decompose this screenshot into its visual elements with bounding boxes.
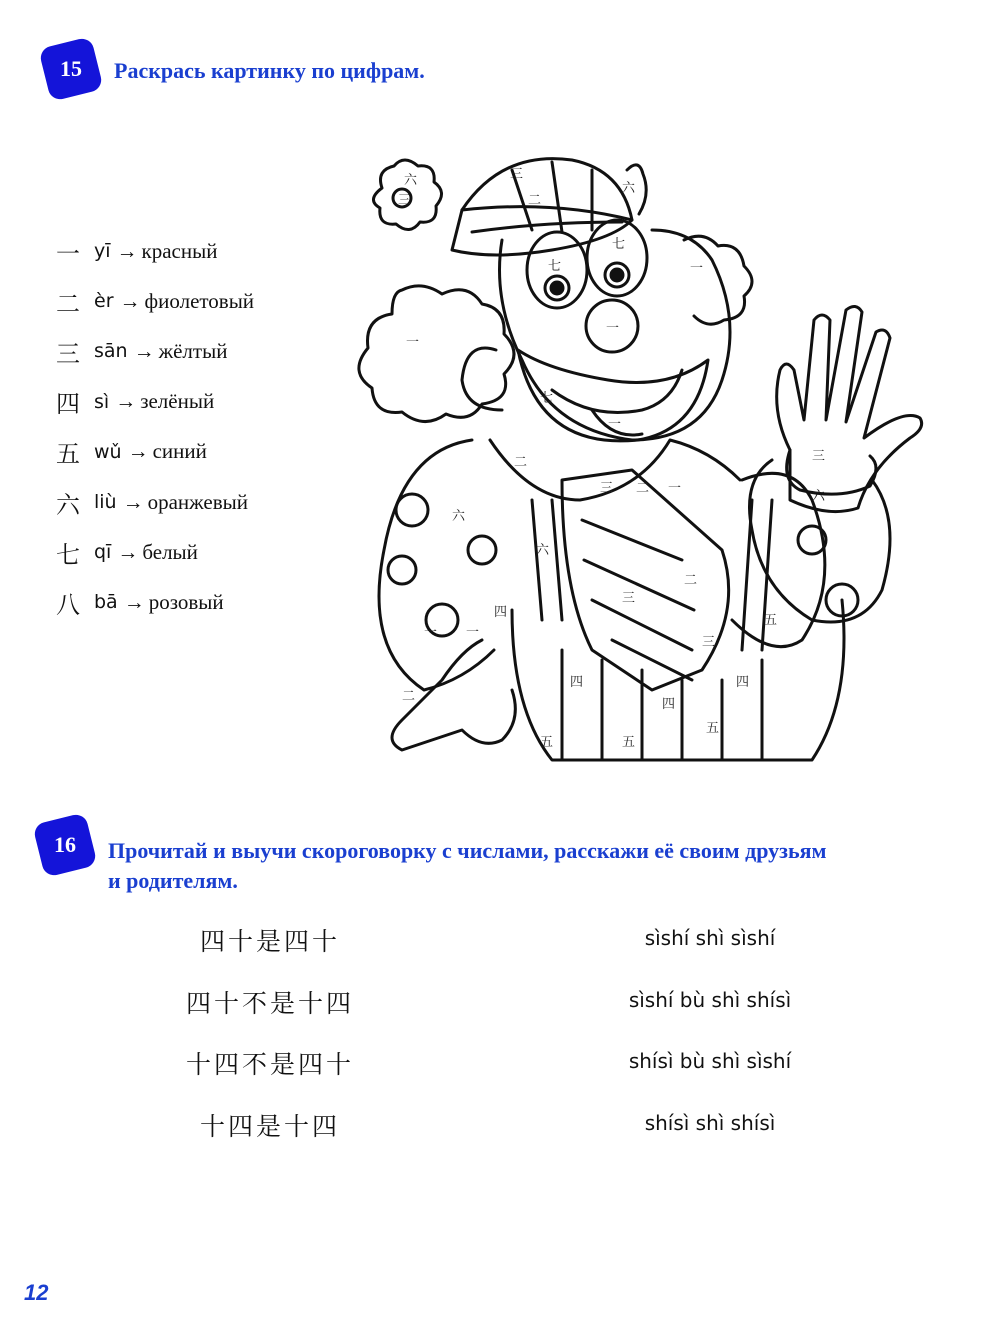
legend-pinyin: sān xyxy=(94,340,128,363)
legend-color: розовый xyxy=(148,589,224,614)
arrow-icon: → xyxy=(123,589,145,614)
svg-text:四: 四 xyxy=(736,675,750,690)
svg-text:五: 五 xyxy=(622,735,636,750)
task-title: Раскрась картинку по цифрам. xyxy=(114,58,425,83)
svg-text:一: 一 xyxy=(606,321,620,336)
task-number-badge xyxy=(32,812,97,877)
arrow-icon: → xyxy=(117,539,139,564)
svg-text:五: 五 xyxy=(706,721,720,736)
tongue-twister-line xyxy=(0,1107,1000,1147)
legend-color: красный xyxy=(141,238,218,263)
svg-text:三: 三 xyxy=(600,481,614,496)
arrow-icon: → xyxy=(122,489,144,514)
arrow-icon: → xyxy=(127,439,149,464)
svg-text:七: 七 xyxy=(540,391,554,406)
legend-hanzi: 二 xyxy=(56,289,80,318)
svg-text:三: 三 xyxy=(812,449,826,464)
svg-text:二: 二 xyxy=(636,481,650,496)
legend-hanzi: 三 xyxy=(56,339,80,368)
svg-text:六: 六 xyxy=(812,489,826,504)
line-pinyin: shísì shì shísì xyxy=(644,1111,776,1135)
legend-color: оранжевый xyxy=(147,489,248,514)
legend-hanzi: 五 xyxy=(56,440,80,469)
svg-text:四: 四 xyxy=(570,675,584,690)
svg-text:四: 四 xyxy=(494,605,508,620)
legend-pinyin: sì xyxy=(94,390,110,413)
svg-text:二: 二 xyxy=(684,573,698,588)
legend-pinyin: liù xyxy=(94,491,117,514)
tongue-twister-line xyxy=(0,984,1000,1024)
svg-text:三: 三 xyxy=(702,635,716,650)
legend-color: жёлтый xyxy=(158,338,228,363)
color-legend xyxy=(56,226,254,628)
page-number: 12 xyxy=(24,1280,49,1305)
legend-color: зелёный xyxy=(140,389,215,414)
arrow-icon: → xyxy=(119,288,141,313)
clown-coloring-picture xyxy=(312,140,932,780)
svg-text:一: 一 xyxy=(424,625,438,640)
legend-item xyxy=(56,477,254,527)
legend-item xyxy=(56,527,254,577)
task-number: 15 xyxy=(60,56,82,81)
line-pinyin: shísì bù shì sìshí xyxy=(628,1049,792,1073)
svg-text:一: 一 xyxy=(466,625,480,640)
svg-text:二: 二 xyxy=(402,689,416,704)
legend-item xyxy=(56,326,254,376)
svg-text:六: 六 xyxy=(536,543,550,558)
svg-text:五: 五 xyxy=(540,735,554,750)
svg-text:七: 七 xyxy=(612,237,626,252)
svg-text:五: 五 xyxy=(764,613,778,628)
legend-pinyin: bā xyxy=(94,591,118,614)
legend-color: фиолетовый xyxy=(144,288,255,313)
legend-item xyxy=(56,276,254,326)
legend-pinyin: wǔ xyxy=(94,440,122,463)
svg-text:四: 四 xyxy=(662,697,676,712)
svg-text:七: 七 xyxy=(548,259,562,274)
task-title-line: Прочитай и выучи скороговорку с числами, расскажи её своим друзьям xyxy=(108,838,827,863)
arrow-icon: → xyxy=(115,389,137,414)
tongue-twister-line xyxy=(0,1045,1000,1085)
svg-text:二: 二 xyxy=(514,455,528,470)
legend-item xyxy=(56,226,254,276)
line-hanzi: 四十不是十四 xyxy=(185,989,354,1018)
line-pinyin: sìshí bù shì shísì xyxy=(628,988,792,1012)
line-hanzi: 十四是十四 xyxy=(199,1112,340,1141)
legend-item xyxy=(56,577,254,627)
task-number: 16 xyxy=(54,832,76,857)
arrow-icon: → xyxy=(133,338,155,363)
svg-text:三: 三 xyxy=(510,167,524,182)
legend-pinyin: yī xyxy=(94,240,111,263)
task-title-line: и родителям. xyxy=(108,868,238,893)
svg-text:三: 三 xyxy=(398,193,412,208)
svg-text:三: 三 xyxy=(622,591,636,606)
line-pinyin: sìshí shì sìshí xyxy=(644,926,776,950)
svg-text:一: 一 xyxy=(406,335,420,350)
svg-text:六: 六 xyxy=(404,173,418,188)
svg-text:六: 六 xyxy=(622,181,636,196)
legend-pinyin: qī xyxy=(94,541,112,564)
arrow-icon: → xyxy=(116,238,138,263)
svg-text:一: 一 xyxy=(668,481,682,496)
task-number-badge xyxy=(38,36,103,101)
legend-color: синий xyxy=(152,439,207,464)
legend-hanzi: 一 xyxy=(56,239,80,268)
tongue-twister-line xyxy=(0,922,1000,962)
svg-text:六: 六 xyxy=(452,509,466,524)
legend-hanzi: 四 xyxy=(56,390,80,419)
line-hanzi: 十四不是四十 xyxy=(185,1050,354,1079)
svg-text:二: 二 xyxy=(528,193,542,208)
line-hanzi: 四十是四十 xyxy=(199,927,340,956)
legend-pinyin: èr xyxy=(94,290,114,313)
legend-item xyxy=(56,377,254,427)
legend-hanzi: 七 xyxy=(56,540,80,569)
legend-hanzi: 六 xyxy=(56,490,80,519)
legend-item xyxy=(56,427,254,477)
svg-text:一: 一 xyxy=(690,261,704,276)
task-title xyxy=(108,836,827,896)
legend-hanzi: 八 xyxy=(56,590,80,619)
legend-color: белый xyxy=(142,539,198,564)
svg-text:一: 一 xyxy=(608,417,622,432)
